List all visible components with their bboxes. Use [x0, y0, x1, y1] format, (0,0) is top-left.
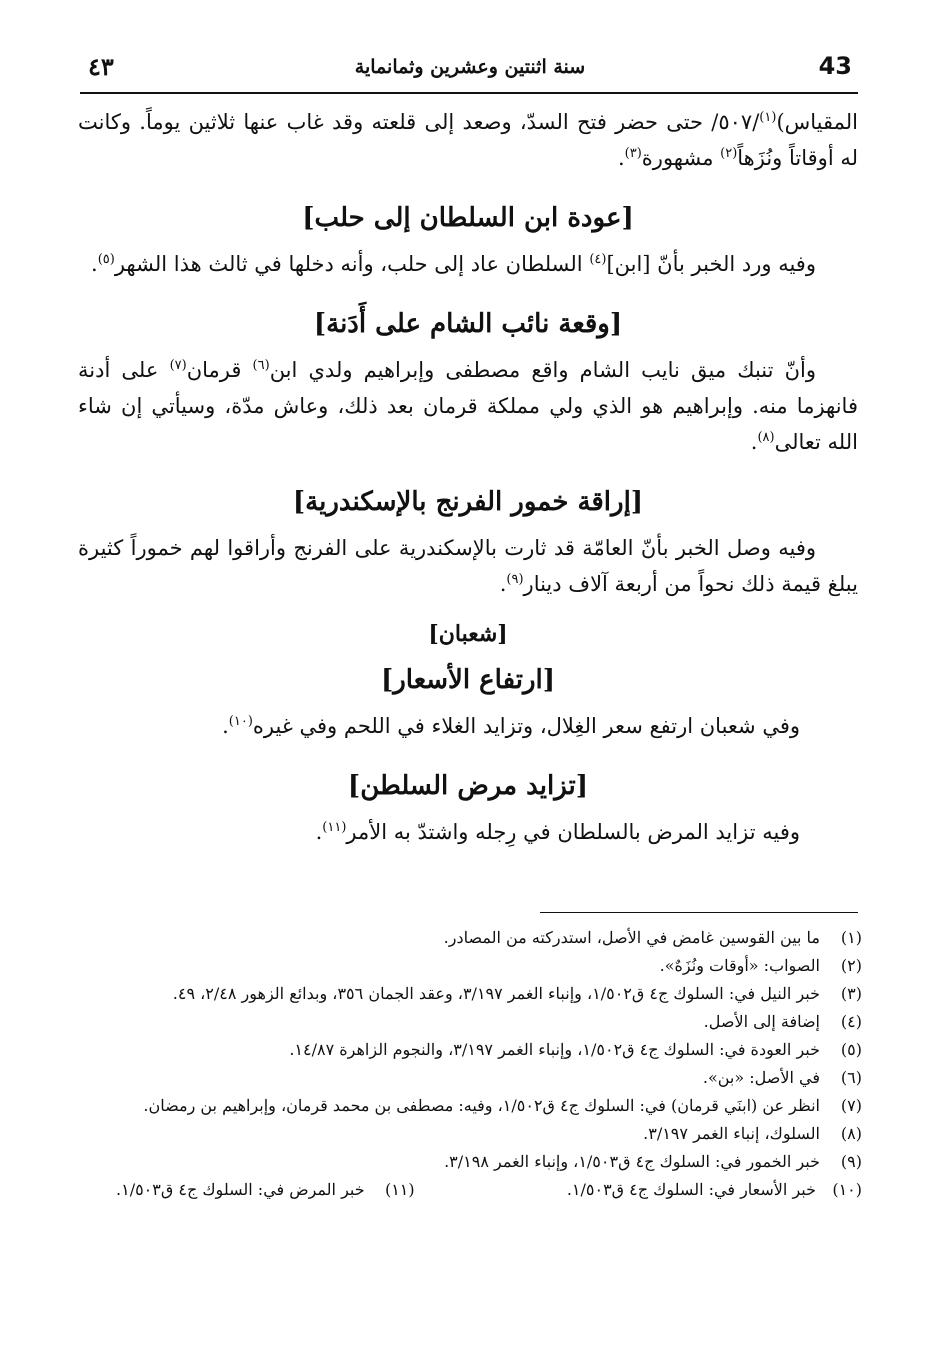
header-rule: [80, 92, 858, 94]
footnote: [82, 1148, 862, 1176]
footnote-ref: (٣): [624, 146, 642, 161]
text-run: .: [222, 714, 229, 738]
footnote-text: السلوك، إنباء الغمر ٣/١٩٧.: [643, 1124, 820, 1143]
footnote-text: خبر المرض في: السلوك ج٤ ق١/٥٠٣.: [116, 1180, 365, 1199]
footnote-ref: (١): [759, 110, 777, 125]
footnote-text: خبر الأسعار في: السلوك ج٤ ق١/٥٠٣.: [566, 1180, 816, 1199]
footnote-text: الصواب: «أوقات ونُزَهٌ».: [659, 956, 820, 975]
footnote: [82, 1092, 862, 1120]
footnote-number: (٤): [840, 1012, 862, 1031]
footnote-number: (١٠): [832, 1180, 862, 1199]
paragraph-5: [78, 708, 858, 744]
page-number-arabic: ٤٣: [88, 52, 114, 81]
text-run: .: [91, 252, 98, 276]
text-run: وفي شعبان ارتفع سعر الغِلال، وتزايد الغلاء في اللحم وفي غيره: [252, 714, 800, 738]
footnote-text: خبر العودة في: السلوك ج٤ ق١/٥٠٢، وإنباء الغمر ٣/١٩٧، والنجوم الزاهرة ١٤/٨٧.: [289, 1040, 820, 1059]
section-heading: [تزايد مرض السلطن]: [347, 771, 589, 801]
footnote-ref: (٥): [97, 252, 115, 267]
paragraph-1: [78, 104, 858, 176]
text-run: /٥٠٧/ حتى حضر فتح السدّ، وصعد إلى قلعته وقد غاب عنها ثلاثين يوماً. وكانت له أوقاتاً ونُزَهاً: [78, 110, 858, 170]
footnote-text: خبر النيل في: السلوك ج٤ ق١/٥٠٢، وإنباء الغمر ٣/١٩٧، وعقد الجمان ٣٥٦، وبدائع الزهور ٢/٤٨، ٤٩.: [172, 984, 820, 1003]
text-run: مشهورة: [641, 146, 721, 170]
section-heading: [ارتفاع الأسعار]: [380, 665, 556, 695]
footnote-ref: (٦): [252, 358, 270, 373]
footnote-text: ما بين القوسين غامض في الأصل، استدركته من المصادر.: [443, 928, 820, 947]
text-run: .: [315, 820, 323, 844]
text-run: .: [750, 430, 758, 454]
footnote: [82, 1036, 862, 1064]
footnote: [82, 1176, 415, 1204]
footnote: [82, 1120, 862, 1148]
footnote-number: (٧): [840, 1096, 862, 1115]
footnote-text: في الأصل: «بن».: [702, 1068, 820, 1087]
text-run: وفيه تزايد المرض بالسلطان في رِجله واشتدّ به الأمر: [346, 820, 800, 844]
page-number-latin: 43: [818, 52, 852, 80]
footnote: [82, 1064, 862, 1092]
text-run: وأنّ تنبك ميق نايب الشام واقع مصطفى وإبراهيم ولدي ابن: [269, 358, 816, 382]
footnote-ref: (٧): [169, 358, 187, 373]
section-heading: [عودة ابن السلطان إلى حلب]: [302, 203, 634, 233]
footnote: [82, 1008, 862, 1036]
text-run: وفيه ورد الخبر بأنّ [ابن]: [606, 252, 816, 276]
footnote-text: إضافة إلى الأصل.: [703, 1012, 820, 1031]
footnote-number: (٩): [840, 1152, 862, 1171]
text-run: السلطان عاد إلى حلب، وأنه دخلها في ثالث هذا الشهر: [114, 252, 590, 276]
footnote-number: (٢): [840, 956, 862, 975]
footnote-ref: (٢): [720, 146, 738, 161]
footnote-number: (٣): [840, 984, 862, 1003]
paragraph-4: [78, 530, 858, 602]
footnote-number: (١١): [384, 1180, 415, 1199]
footnote-text: خبر الخمور في: السلوك ج٤ ق١/٥٠٣، وإنباء الغمر ٣/١٩٨.: [444, 1152, 820, 1171]
footnote-number: (٨): [840, 1124, 862, 1143]
footnote-ref: (٩): [506, 572, 524, 587]
text-run: المقياس): [776, 110, 858, 134]
text-run: .: [617, 146, 625, 170]
text-run: .: [499, 572, 507, 596]
footnote-rule: [540, 912, 858, 913]
footnote-pair: [82, 1176, 862, 1204]
text-run: وفيه وصل الخبر بأنّ العامّة قد ثارت بالإسكندرية على الفرنج وأراقوا لهم خموراً كثيرة يبلغ قيمة ذلك نحواً من أربعة آلاف دينار: [78, 536, 858, 596]
footnote-text: انظر عن (ابنَي قرمان) في: السلوك ج٤ ق١/٥٠٢، وفيه: مصطفى بن محمد قرمان، وإبراهيم بن رمضان.: [143, 1096, 820, 1115]
footnotes: [82, 924, 862, 1204]
footnote-number: (٦): [840, 1068, 862, 1087]
text-run: قرمان: [186, 358, 253, 382]
footnote-number: (١): [840, 928, 862, 947]
page-header: [80, 52, 860, 92]
footnote-number: (٥): [840, 1040, 862, 1059]
footnote: [82, 952, 862, 980]
footnote: [82, 924, 862, 952]
main-text: [78, 104, 858, 850]
section-heading: [إراقة خمور الفرنج بالإسكندرية]: [292, 487, 644, 517]
paragraph-2: [78, 246, 858, 282]
running-title: سنة اثنتين وعشرين وثمانماية: [354, 56, 586, 78]
footnote-ref: (٤): [589, 252, 607, 267]
month-heading: [شعبان]: [428, 621, 508, 647]
text-run: على أدنة فانهزما منه. وإبراهيم هو الذي ولي مملكة قرمان بعد ذلك، وعاش مدّة، وسيأتي إن شاء الله تعالى: [78, 358, 858, 454]
paragraph-3: [78, 352, 858, 460]
section-heading: [وقعة نائب الشام على أَدَنة]: [313, 309, 623, 339]
footnote-ref: (١١): [322, 820, 347, 835]
footnote: [567, 1176, 862, 1204]
footnote-ref: (١٠): [228, 714, 253, 729]
footnote: [82, 980, 862, 1008]
paragraph-6: [78, 814, 858, 850]
footnote-ref: (٨): [757, 430, 775, 445]
